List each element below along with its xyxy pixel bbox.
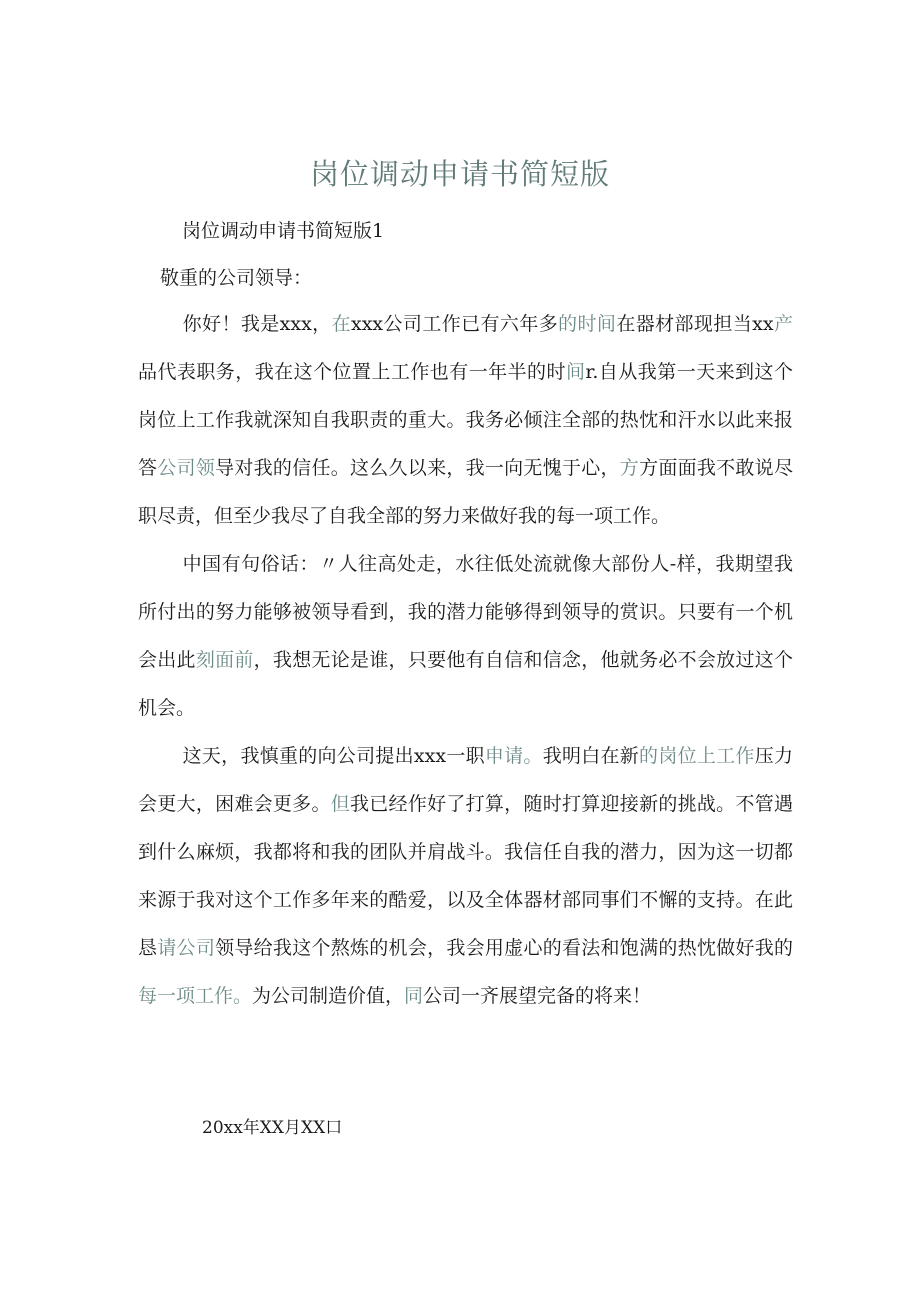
document-subtitle: 岗位调动申请书简短版1	[182, 220, 385, 242]
text-segment: 领导给我这个熬炼的机会，我会用虚心的看法和饱满的热忱做好我的	[215, 937, 793, 959]
text-segment: 中国有句俗话：〃人往高处走，水往低处流就像大部份人-样，我期望我所付出的努力能够被领导看到，我的潜力能够得到领导的赏识。只要有一个机会出此	[138, 553, 793, 671]
text-segment: ，我想无论是谁，只要他有自信和信念，他就务必不会放过这个机会。	[138, 649, 793, 719]
paragraph-2	[138, 540, 793, 732]
text-segment: 为公司制造价值，	[252, 985, 405, 1007]
paragraph-3	[138, 732, 793, 1020]
highlighted-text-segment: 请公司	[157, 937, 216, 959]
document-title: 岗位调动申请书简短版	[309, 157, 610, 191]
text-segment: 你好！我是xxx，	[182, 313, 332, 335]
letter-date: 20xx年XX月XX口	[202, 1118, 343, 1138]
highlighted-text-segment: 每一项工作。	[138, 985, 253, 1007]
highlighted-text-segment: 产	[773, 313, 793, 335]
text-segment: r.自从我第一天来到这个岗位上工作我就深知自我职责的重大。我务必倾注全部的热忱和汗水以此来报答	[138, 361, 793, 479]
paragraph-1	[138, 300, 793, 540]
highlighted-text-segment: 公司领	[157, 457, 216, 479]
text-segment: 压力会更大，困难会更多。	[138, 745, 793, 815]
highlighted-text-segment: 间	[565, 361, 586, 383]
text-segment: xxx公司工作已有六年多	[350, 313, 559, 335]
text-segment: 方面面我不敢说尽职尽责，但至少我尽了自我全部的努力来做好我的每一项工作。	[138, 457, 793, 527]
highlighted-text-segment: 在	[331, 313, 351, 335]
text-segment: 导对我的信任。这么久以来，我一向无愧于心，	[215, 457, 620, 479]
highlighted-text-segment: 同	[404, 985, 424, 1007]
highlighted-text-segment: 方	[619, 457, 640, 479]
text-segment: 我明白在新	[542, 745, 640, 767]
highlighted-text-segment: 的时间	[558, 313, 617, 335]
highlighted-text-segment: 申请。	[484, 745, 543, 767]
text-segment: 品代表职务，我在这个位置上工作也有一年半的时	[138, 361, 566, 383]
highlighted-text-segment: 但	[330, 793, 350, 815]
text-segment: 在器材部现担当xx	[616, 313, 774, 335]
text-segment: 公司一齐展望完备的将来！	[423, 985, 652, 1007]
text-segment: 这天，我慎重的向公司提出xxx一职	[182, 745, 485, 767]
highlighted-text-segment: 刻面前	[195, 649, 254, 671]
highlighted-text-segment: 的岗位上工作	[639, 745, 755, 767]
text-segment: 我已经作好了打算，随时打算迎接新的挑战。不管遇到什么麻烦，我都将和我的团队并肩战斗。我信任自我的潜力，因为这一切都来源于我对这个工作多年来的酷爱，以及全体器材部同事们不懈的支持。在此恳	[138, 793, 793, 959]
letter-body	[138, 300, 793, 1020]
salutation: 敬重的公司领导：	[160, 267, 313, 289]
